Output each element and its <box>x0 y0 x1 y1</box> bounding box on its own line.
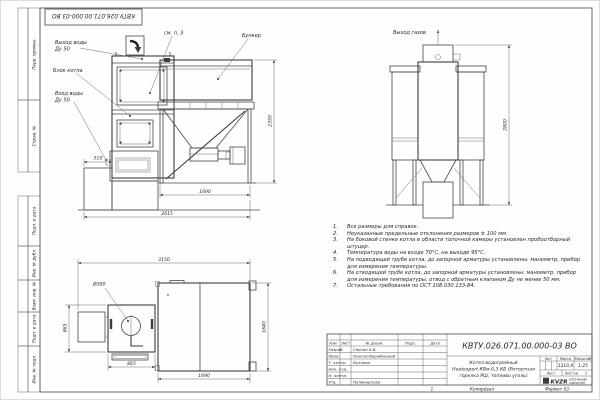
plan-view-drawing <box>55 247 300 392</box>
note-item: На боковой стенке котла в области топочной камеры установлен пробоотборный штуцер. <box>347 237 571 250</box>
side-view-geometry <box>386 30 490 218</box>
label-see-note: см. п. 3 <box>164 30 184 37</box>
graph-label: Справ. № <box>31 125 37 147</box>
role-label: Т. контр. <box>328 360 347 365</box>
product-name-line: горелка РШ, топливо уголь) <box>459 374 528 379</box>
logo-text: KVZR <box>550 379 568 386</box>
graph-label: Взам. инв. № <box>31 281 37 311</box>
note-item: Остальные требования по ОСТ 108.030.133-84. <box>347 283 476 290</box>
dim-510: 510 <box>93 156 103 162</box>
col-header: Изм. <box>329 341 338 346</box>
copied-label: Копировал <box>470 386 494 392</box>
role-label: Разраб. <box>328 347 344 352</box>
format-label: Формат А3 <box>545 386 569 392</box>
sheets-label: Листов <box>564 371 578 376</box>
dim-flue-diameter: Ø300 <box>93 282 106 288</box>
front-view-leaders <box>74 36 248 161</box>
product-name-line: Heatexpert-КВм-0,3 КБ (Ретортная <box>452 367 535 373</box>
dim-2800: 2800 <box>503 119 509 131</box>
graph-label: Подп. и дата <box>31 314 37 344</box>
factory-logo <box>543 377 586 386</box>
note-item: Температура воды на входе 70°С, на выходе 95°С. <box>347 250 486 257</box>
stamp-text: КВТУ.026.071.00.000-03 ВО <box>52 12 135 19</box>
graph-label: Подп. и дата <box>31 206 37 236</box>
label-gas-out: Выход газов <box>393 30 426 36</box>
left-graph-columns <box>18 8 40 392</box>
dim-2615: 2615 <box>161 212 173 217</box>
note-item: На отводящей трубе котла, до запорной арматуры установлены: манометр, прибор для измерения температуры, отвод с обратным клапаном Ду не менее 50 мм. <box>347 270 577 283</box>
scale-value: 1:25 <box>578 364 588 369</box>
role-label: Пров. <box>328 353 340 359</box>
dim-2350: 2350 <box>268 115 274 127</box>
scale-header: Масштаб <box>574 356 592 361</box>
graph-label: Перв. примен. <box>31 38 37 70</box>
bunker-geometry <box>158 60 256 183</box>
label-water-in-dn: Ду 50 <box>55 97 70 104</box>
label-water-out-dn: Ду 50 <box>55 46 70 53</box>
plan-view-dimensions <box>65 259 271 383</box>
logo-line: ЗАВОД РЭП <box>569 381 585 385</box>
logo-line: КОТЕЛЬНЫЙ <box>569 377 587 382</box>
note-item: На подводящей трубе котла, до запорной арматуры установлены: манометр, прибор для измерения температуры. <box>347 256 581 270</box>
col-header: Подп. <box>405 341 416 346</box>
note-item: Неуказанные предельные отклонения размеров ± 100 мм. <box>347 230 508 237</box>
dim-865-left: 865 <box>63 323 69 333</box>
mass-value: 1210,9 <box>557 364 574 369</box>
dim-865-bottom: 865 <box>127 362 136 368</box>
role-label: Нач. отд. <box>328 366 348 372</box>
graph-label: Инв. № дубл. <box>31 248 37 278</box>
dim-1690: 1690 <box>199 190 211 195</box>
front-view-drawing <box>40 8 320 225</box>
sheets-value: 1 <box>584 371 588 376</box>
side-view-drawing <box>330 8 530 225</box>
plan-view-geometry <box>78 281 256 372</box>
technical-notes <box>332 224 584 290</box>
role-name: Сергин А.В. <box>353 347 377 352</box>
col-header: № докум. <box>365 341 384 346</box>
doc-number: КВТУ.026.071.00.000-03 ВО <box>462 341 577 351</box>
col-header: Дата <box>430 341 440 346</box>
role-label: Утв. <box>328 379 337 385</box>
mass-header: Масса <box>559 356 572 361</box>
label-water-in: Вход воды <box>55 91 83 97</box>
label-water-out: Выход воды <box>55 40 87 46</box>
graph-label: Инв. № подл. <box>31 354 37 384</box>
title-block <box>327 334 592 392</box>
role-name: Онегов-Вержбицкий <box>353 353 396 359</box>
label-bunker: Бункер <box>242 33 261 39</box>
col-header: Лист <box>340 341 351 346</box>
dim-1640: 1640 <box>262 321 268 333</box>
dim-3150: 3150 <box>158 258 170 263</box>
role-label: Н. контр. <box>328 373 348 378</box>
role-name: Поликарпова <box>353 379 381 385</box>
role-name: Осечкин <box>353 360 371 365</box>
product-name-line: Котел водогрейный <box>469 361 518 366</box>
lit-header: Лит. <box>544 356 553 361</box>
boiler-block-geometry <box>78 36 260 210</box>
sheet-label: Лист <box>546 371 556 376</box>
label-boiler-block: Блок котла <box>53 68 83 74</box>
dim-1690-plan: 1690 <box>198 374 210 380</box>
bottom-num: 1 <box>430 386 434 392</box>
note-item: Все размеры для справок. <box>347 224 419 230</box>
